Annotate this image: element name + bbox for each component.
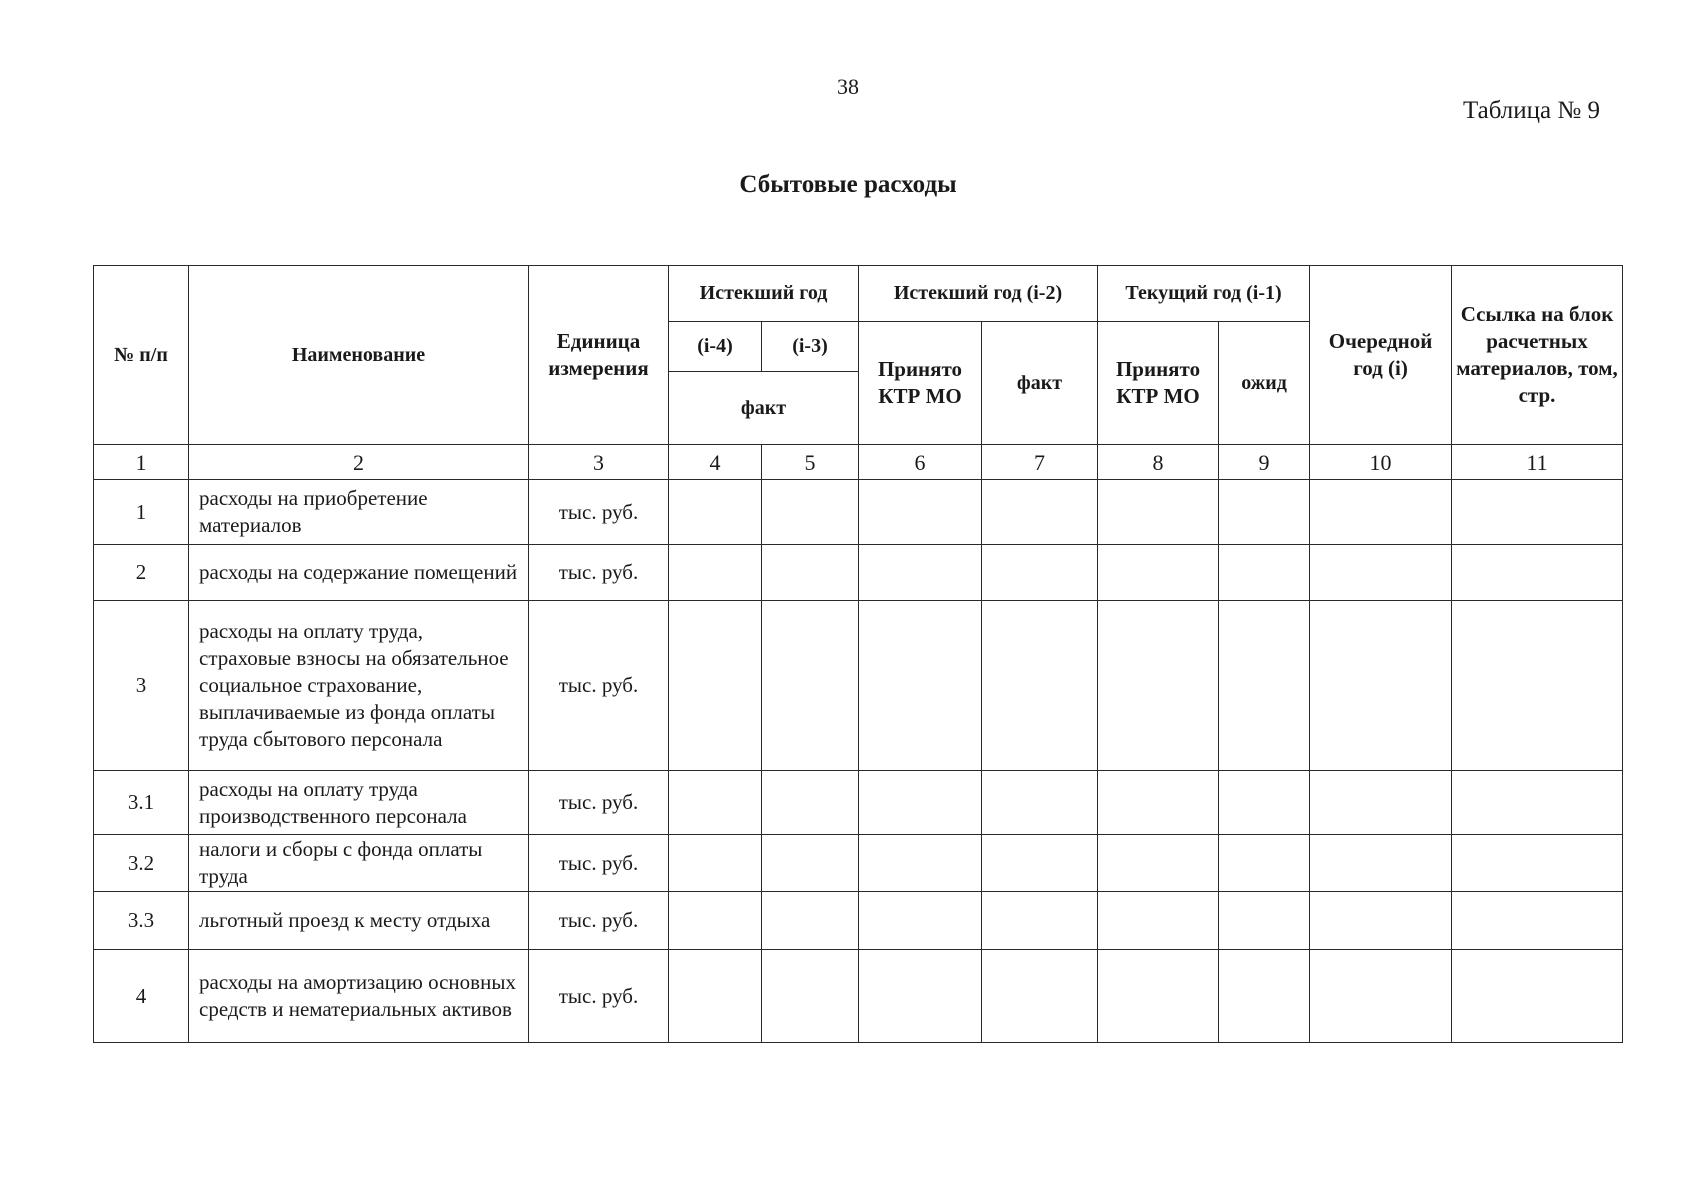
empty-cell [1098, 480, 1219, 545]
column-number: 4 [669, 445, 762, 480]
header-num: № п/п [94, 266, 189, 445]
row-num: 3 [94, 601, 189, 771]
empty-cell [1219, 601, 1310, 771]
empty-cell [1219, 950, 1310, 1043]
table-row [94, 771, 1623, 835]
header-name: Наименование [189, 266, 529, 445]
empty-cell [669, 950, 762, 1043]
table-row [94, 835, 1623, 892]
table-row [94, 892, 1623, 950]
empty-cell [762, 601, 859, 771]
empty-cell [1310, 892, 1452, 950]
column-number: 1 [94, 445, 189, 480]
empty-cell [669, 480, 762, 545]
header-prev-year-i2: Истекший год (i-2) [859, 266, 1098, 322]
row-unit: тыс. руб. [529, 892, 669, 950]
empty-cell [1219, 545, 1310, 601]
header-prev-year: Истекший год [669, 266, 859, 322]
row-unit: тыс. руб. [529, 601, 669, 771]
empty-cell [762, 892, 859, 950]
empty-cell [669, 601, 762, 771]
empty-cell [762, 545, 859, 601]
empty-cell [859, 480, 982, 545]
header-expected: ожид [1219, 322, 1310, 445]
empty-cell [669, 892, 762, 950]
row-name: расходы на амортизацию основных средств и нематериальных активов [189, 950, 529, 1043]
empty-cell [859, 950, 982, 1043]
row-num: 2 [94, 545, 189, 601]
empty-cell [1219, 771, 1310, 835]
column-number: 11 [1452, 445, 1623, 480]
empty-cell [1310, 950, 1452, 1043]
empty-cell [1452, 545, 1623, 601]
empty-cell [1452, 601, 1623, 771]
column-number-row [94, 445, 1623, 480]
empty-cell [1098, 835, 1219, 892]
row-num: 3.1 [94, 771, 189, 835]
empty-cell [859, 545, 982, 601]
empty-cell [762, 950, 859, 1043]
row-num: 3.2 [94, 835, 189, 892]
empty-cell [1098, 950, 1219, 1043]
empty-cell [1219, 835, 1310, 892]
row-unit: тыс. руб. [529, 545, 669, 601]
empty-cell [1098, 601, 1219, 771]
sales-expenses-table [93, 265, 1623, 1043]
document-title: Сбытовые расходы [739, 171, 957, 198]
header-accepted-ktr-current: Принято КТР МО [1098, 322, 1219, 445]
empty-cell [669, 545, 762, 601]
empty-cell [762, 835, 859, 892]
row-unit: тыс. руб. [529, 480, 669, 545]
header-next-year: Очередной год (i) [1310, 266, 1452, 445]
column-number: 8 [1098, 445, 1219, 480]
column-number: 2 [189, 445, 529, 480]
empty-cell [859, 601, 982, 771]
empty-cell [1452, 950, 1623, 1043]
empty-cell [1098, 771, 1219, 835]
empty-cell [1098, 545, 1219, 601]
column-number: 10 [1310, 445, 1452, 480]
column-number: 5 [762, 445, 859, 480]
empty-cell [1098, 892, 1219, 950]
header-fact: факт [982, 322, 1098, 445]
row-unit: тыс. руб. [529, 835, 669, 892]
empty-cell [1452, 480, 1623, 545]
empty-cell [762, 771, 859, 835]
table-row [94, 950, 1623, 1043]
row-unit: тыс. руб. [529, 771, 669, 835]
empty-cell [1219, 480, 1310, 545]
empty-cell [982, 545, 1098, 601]
empty-cell [669, 771, 762, 835]
empty-cell [1452, 835, 1623, 892]
header-i3: (i-3) [762, 322, 859, 372]
column-number: 7 [982, 445, 1098, 480]
row-name: расходы на оплату труда производственного персонала [189, 771, 529, 835]
empty-cell [859, 892, 982, 950]
header-accepted-ktr: Принято КТР МО [859, 322, 982, 445]
row-name: расходы на содержание помещений [189, 545, 529, 601]
empty-cell [1310, 545, 1452, 601]
row-num: 3.3 [94, 892, 189, 950]
empty-cell [982, 601, 1098, 771]
row-unit: тыс. руб. [529, 950, 669, 1043]
row-name: расходы на оплату труда, страховые взносы на обязательное социальное страхование, выплачиваемые из фонда оплаты труда сбытового персонала [189, 601, 529, 771]
row-num: 4 [94, 950, 189, 1043]
empty-cell [1310, 835, 1452, 892]
table-row [94, 545, 1623, 601]
empty-cell [1310, 601, 1452, 771]
empty-cell [1310, 480, 1452, 545]
column-number: 9 [1219, 445, 1310, 480]
header-i4: (i-4) [669, 322, 762, 372]
empty-cell [859, 771, 982, 835]
header-current-year: Текущий год (i-1) [1098, 266, 1310, 322]
header-fact-group: факт [669, 372, 859, 445]
table-row [94, 601, 1623, 771]
row-name: расходы на приобретение материалов [189, 480, 529, 545]
empty-cell [859, 835, 982, 892]
empty-cell [762, 480, 859, 545]
page-number: 38 [837, 74, 859, 99]
row-name: льготный проезд к месту отдыха [189, 892, 529, 950]
header-reference: Ссылка на блок расчетных материалов, том, стр. [1452, 266, 1623, 445]
empty-cell [982, 771, 1098, 835]
table-label: Таблица № 9 [1462, 97, 1600, 124]
empty-cell [1452, 892, 1623, 950]
row-name: налоги и сборы с фонда оплаты труда [189, 835, 529, 892]
empty-cell [982, 480, 1098, 545]
table-row [94, 480, 1623, 545]
empty-cell [982, 892, 1098, 950]
row-num: 1 [94, 480, 189, 545]
column-number: 3 [529, 445, 669, 480]
empty-cell [1219, 892, 1310, 950]
column-number: 6 [859, 445, 982, 480]
empty-cell [982, 950, 1098, 1043]
empty-cell [1452, 771, 1623, 835]
empty-cell [669, 835, 762, 892]
header-unit: Единица измерения [529, 266, 669, 445]
empty-cell [1310, 771, 1452, 835]
empty-cell [982, 835, 1098, 892]
